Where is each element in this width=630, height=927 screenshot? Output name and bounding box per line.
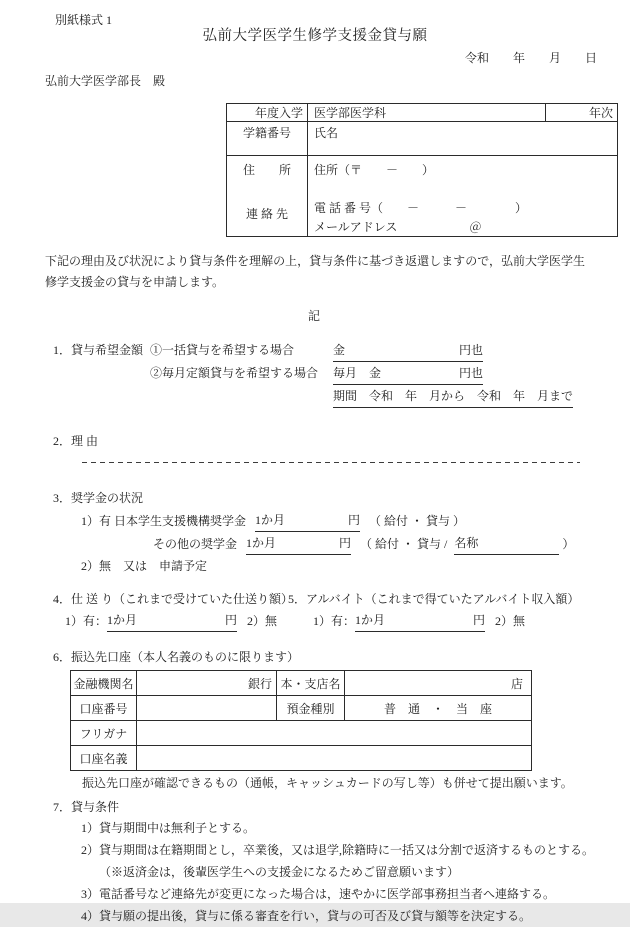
jasso-label: 1）有 日本学生支援機構奨学金: [81, 514, 247, 528]
monthly-option-label: ②毎月定額貸与を希望する場合: [150, 366, 319, 380]
other-scholarship-label: その他の奨学金: [152, 537, 237, 551]
other-amount-field: [246, 532, 351, 555]
contact-label: 連 絡 先: [245, 207, 288, 221]
reason-write-line: [82, 461, 580, 463]
section5-heading: 5．アルバイト（これまで得ていたアルバイト収入額）: [288, 592, 580, 606]
section-loan-conditions: [45, 797, 595, 927]
bank-account-table: [70, 670, 532, 771]
address-field: 住所（〒 － ）: [314, 163, 435, 177]
ki-marker: 記: [307, 309, 322, 323]
section-reason-heading: 2．理 由: [53, 434, 99, 448]
furigana-label-cell: フリガナ: [71, 721, 137, 746]
kin-label: 金: [333, 343, 346, 357]
date-line: 令和 年 月 日: [464, 51, 597, 65]
enya-label: 円也: [458, 366, 483, 380]
jasso-amount-field: [255, 509, 360, 532]
enya-label: 円也: [458, 343, 483, 357]
name-cell: [308, 122, 618, 156]
department-cell: 医学部医学科: [308, 104, 546, 122]
parttime-row: [313, 609, 585, 632]
lump-sum-row: [53, 339, 585, 362]
parttime-amount-field: [355, 609, 485, 632]
bank-name-label-cell: 金融機関名: [71, 671, 137, 696]
section6-heading: 6．振込先口座（本人名義のものに限ります）: [53, 650, 300, 664]
name-field-label: 名称: [454, 536, 479, 550]
account-no-field: [137, 696, 277, 721]
per-month-label: 1か月: [246, 536, 277, 550]
admission-year-cell: 年度入学: [227, 104, 308, 122]
furigana-field: [137, 721, 532, 746]
yen-label: 円: [348, 513, 361, 527]
condition-item: 4）貸与願の提出後，貸与に係る審査を行い，貸与の可否及び貸与額等を決定する。: [81, 909, 532, 923]
per-month-label: 1か月: [107, 613, 138, 627]
document-title: 弘前大学医学生修学支援金貸与願: [202, 28, 428, 44]
section1-heading: 1．貸与希望金額: [53, 343, 144, 357]
phone-field: 電 話 番 号（ － － ）: [314, 201, 528, 215]
yen-label: 円: [338, 536, 351, 550]
condition-item2-note: （※返済金は，後輩医学生への支援金になるためご留意願います）: [99, 865, 460, 879]
section-scholarship: [45, 487, 585, 577]
has-parttime-label: 1）有：: [313, 614, 356, 628]
yen-label: 円: [225, 613, 238, 627]
email-field: メールアドレス ＠: [314, 220, 482, 234]
branch-label-cell: 本・支店名: [277, 671, 345, 696]
name-label: 氏名: [314, 126, 339, 140]
section3-heading: 3．奨学金の状況: [53, 491, 144, 505]
intro-paragraph: 下記の理由及び状況により貸与条件を理解の上，貸与条件に基づき返還しますので，弘前大学医学生修学支援金の貸与を申請します。: [45, 254, 585, 289]
grant-or-loan-name-label: （ 給付 ・ 貸与 /: [360, 537, 448, 551]
jasso-scholarship-row: [81, 509, 585, 532]
applicant-info-table: [226, 103, 618, 237]
allowance-amount-field: [107, 609, 237, 632]
branch-name-field: 店: [345, 671, 532, 696]
section4-heading: 4．仕 送 り（これまで受けていた仕送り額）: [53, 592, 294, 606]
close-paren: ）: [562, 537, 575, 551]
grade-cell: 年次: [546, 104, 618, 122]
section7-heading: 7．貸与条件: [53, 800, 120, 814]
addressee: 弘前大学医学部長 殿: [45, 74, 166, 88]
lump-sum-amount-field: [333, 339, 483, 362]
holder-label-cell: 口座名義: [71, 746, 137, 771]
account-no-label-cell: 口座番号: [71, 696, 137, 721]
no-parttime-label: 2）無: [495, 614, 526, 628]
deposit-type-label-cell: 預金種別: [277, 696, 345, 721]
grant-or-loan-label: （ 給付 ・ 貸与 ）: [369, 514, 466, 528]
student-id-label: 学籍番号: [242, 126, 291, 140]
loan-period-field: 期間 令和 年 月から 令和 年 月まで: [333, 385, 573, 408]
section-desired-amount: [45, 339, 585, 408]
address-label: 住 所: [242, 163, 291, 177]
bank-name-field: 銀行: [137, 671, 277, 696]
form-code: 別紙様式 1: [55, 13, 113, 27]
holder-name-field: [137, 746, 532, 771]
lump-sum-option-label: ①一括貸与を希望する場合: [150, 343, 295, 357]
allowance-row: [65, 609, 288, 632]
condition-item: 1）貸与期間中は無利子とする。: [81, 821, 256, 835]
section-bank-account: [45, 646, 585, 791]
no-scholarship-row: 2）無 又は 申請予定: [81, 559, 208, 573]
no-allowance-label: 2）無: [247, 614, 278, 628]
monthly-kin-label: 毎月 金: [333, 366, 382, 380]
per-month-label: 1か月: [355, 613, 386, 627]
section-allowance-parttime: [53, 589, 585, 632]
address-contact-label-cell: [227, 156, 308, 237]
monthly-amount-row: [53, 362, 585, 385]
condition-item: 2）貸与期間は在籍期間とし，卒業後，又は退学,除籍時に一括又は分割で返済するものとする。: [81, 843, 595, 857]
loan-period-row: [53, 385, 585, 408]
section-allowance: [53, 589, 294, 632]
address-contact-cell: [308, 156, 618, 237]
deposit-type-options: 普 通 ・ 当 座: [345, 696, 532, 721]
condition-item: 3）電話番号など連絡先が変更になった場合は，速やかに医学部事務担当者へ連絡する。: [81, 887, 556, 901]
has-allowance-label: 1）有：: [65, 614, 108, 628]
monthly-amount-field: [333, 362, 483, 385]
bank-note: 振込先口座が確認できるもの（通帳，キャッシュカードの写し等）も併せて提出願います。: [82, 776, 573, 790]
scholarship-name-field: [454, 532, 559, 555]
per-month-label: 1か月: [255, 513, 286, 527]
yen-label: 円: [473, 613, 486, 627]
other-scholarship-row: [81, 532, 585, 555]
student-id-label-cell: [227, 122, 308, 156]
section-parttime: [288, 589, 585, 632]
